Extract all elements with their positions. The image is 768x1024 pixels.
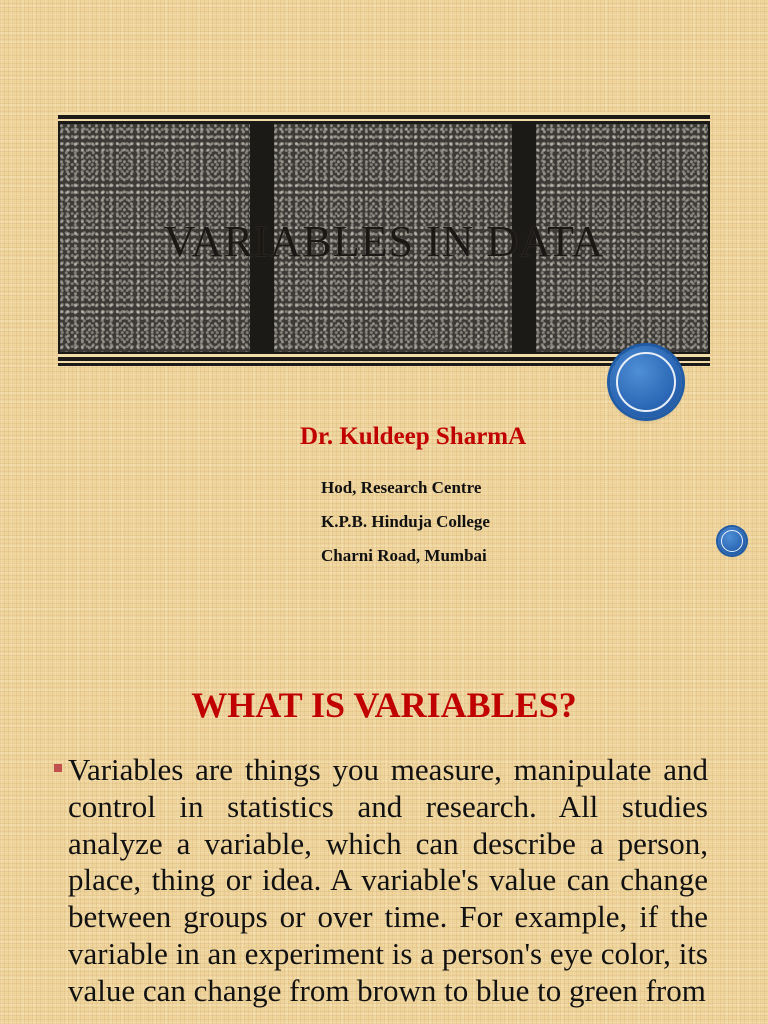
bullet-paragraph: Variables are things you measure, manipulate and control in statistics and research. All studies analyze a variable, which can describe a person, place, thing or idea. A variable's value can change between groups or over time. For example, if the variable in an experiment is a person's eye color, its value can change from brown to blue to green from — [68, 752, 708, 1008]
section-heading: WHAT IS VARIABLES? — [191, 685, 577, 725]
banner-top-rule-thin — [58, 119, 710, 121]
affiliation-line: K.P.B. Hinduja College — [321, 512, 490, 531]
affiliation-line: Charni Road, Mumbai — [321, 546, 487, 565]
title-banner — [58, 112, 710, 366]
circle-ring — [721, 530, 743, 552]
bullet-marker — [54, 764, 62, 772]
decorative-circle-large — [610, 346, 682, 418]
decorative-circle-small — [718, 527, 746, 555]
author-name: Dr. Kuldeep SharmA — [300, 423, 527, 450]
banner-bottom-rule — [58, 354, 710, 357]
circle-ring — [616, 352, 676, 412]
banner-top-rule — [58, 112, 710, 115]
banner-bottom-rule-thin — [58, 361, 710, 363]
affiliation-line: Hod, Research Centre — [321, 478, 482, 497]
slide-title: VARIABLES IN DATA — [163, 217, 605, 266]
